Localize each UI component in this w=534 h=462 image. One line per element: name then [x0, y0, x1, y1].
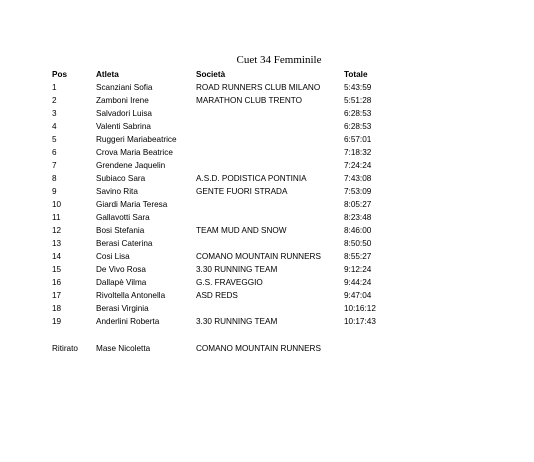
row-totale: 6:28:53 [344, 122, 372, 131]
row-totale: 10:17:43 [344, 317, 376, 326]
retired-row [52, 342, 492, 355]
row-pos: 3 [52, 109, 57, 118]
row-pos: 4 [52, 122, 57, 131]
row-totale: 7:53:09 [344, 187, 372, 196]
row-totale: 8:50:50 [344, 239, 372, 248]
header-atleta: Atleta [96, 70, 119, 79]
row-atleta: Gallavotti Sara [96, 213, 150, 222]
table-row [52, 172, 492, 185]
row-pos: 10 [52, 200, 62, 209]
row-societa: 3.30 RUNNING TEAM [196, 317, 278, 326]
row-pos: 19 [52, 317, 62, 326]
row-societa: ROAD RUNNERS CLUB MILANO [196, 83, 321, 92]
retired-atleta: Mase Nicoletta [96, 344, 151, 353]
row-totale: 8:05:27 [344, 200, 372, 209]
row-atleta: Subiaco Sara [96, 174, 146, 183]
row-societa: COMANO MOUNTAIN RUNNERS [196, 252, 321, 261]
row-pos: 12 [52, 226, 62, 235]
table-row [52, 224, 492, 237]
retired-pos: Ritirato [52, 344, 78, 353]
retired-societa: COMANO MOUNTAIN RUNNERS [196, 344, 321, 353]
row-societa: GENTE FUORI STRADA [196, 187, 288, 196]
row-societa: TEAM MUD AND SNOW [196, 226, 287, 235]
row-societa: MARATHON CLUB TRENTO [196, 96, 302, 105]
table-header [52, 68, 492, 81]
table-row [52, 159, 492, 172]
table-row [52, 146, 492, 159]
row-atleta: Savino Rita [96, 187, 138, 196]
row-pos: 8 [52, 174, 57, 183]
row-totale: 8:23:48 [344, 213, 372, 222]
table-row [52, 133, 492, 146]
row-totale: 5:43:59 [344, 83, 372, 92]
row-atleta: Salvadori Luisa [96, 109, 152, 118]
row-societa: G.S. FRAVEGGIO [196, 278, 263, 287]
row-atleta: Bosi Stefania [96, 226, 145, 235]
row-totale: 10:16:12 [344, 304, 376, 313]
row-totale: 7:18:32 [344, 148, 372, 157]
row-atleta: Anderlini Roberta [96, 317, 160, 326]
row-totale: 9:47:04 [344, 291, 372, 300]
row-atleta: Berasi Caterina [96, 239, 153, 248]
table-row [52, 315, 492, 328]
table-row [52, 94, 492, 107]
row-pos: 17 [52, 291, 62, 300]
row-pos: 15 [52, 265, 62, 274]
row-societa: A.S.D. PODISTICA PONTINIA [196, 174, 307, 183]
page-title: Cuet 34 Femminile [236, 54, 322, 66]
header-societa: Società [196, 70, 226, 79]
row-totale: 9:44:24 [344, 278, 372, 287]
table-row [52, 237, 492, 250]
table-row [52, 107, 492, 120]
row-pos: 5 [52, 135, 57, 144]
table-row [52, 276, 492, 289]
row-societa: 3.30 RUNNING TEAM [196, 265, 278, 274]
results-table [52, 68, 492, 355]
row-atleta: Dallapè Vilma [96, 278, 147, 287]
table-row [52, 263, 492, 276]
row-pos: 7 [52, 161, 57, 170]
row-totale: 9:12:24 [344, 265, 372, 274]
row-totale: 6:28:53 [344, 109, 372, 118]
header-pos: Pos [52, 70, 68, 79]
table-row [52, 302, 492, 315]
table-row [52, 289, 492, 302]
row-pos: 9 [52, 187, 57, 196]
row-pos: 18 [52, 304, 62, 313]
row-pos: 14 [52, 252, 62, 261]
row-totale: 8:46:00 [344, 226, 372, 235]
row-pos: 13 [52, 239, 62, 248]
table-row [52, 185, 492, 198]
row-atleta: Cosi Lisa [96, 252, 130, 261]
row-atleta: Rivoltella Antonella [96, 291, 166, 300]
row-atleta: Zamboni Irene [96, 96, 149, 105]
row-atleta: Grendene Jaquelin [96, 161, 166, 170]
row-totale: 7:24:24 [344, 161, 372, 170]
table-row [52, 250, 492, 263]
row-societa: ASD REDS [196, 291, 238, 300]
row-pos: 2 [52, 96, 57, 105]
row-atleta: Ruggeri Mariabeatrice [96, 135, 177, 144]
row-pos: 1 [52, 83, 57, 92]
row-totale: 7:43:08 [344, 174, 372, 183]
table-row [52, 120, 492, 133]
table-row [52, 211, 492, 224]
table-row [52, 81, 492, 94]
row-atleta: Berasi Virginia [96, 304, 149, 313]
row-totale: 5:51:28 [344, 96, 372, 105]
header-totale: Totale [344, 70, 368, 79]
table-row [52, 198, 492, 211]
row-pos: 16 [52, 278, 62, 287]
row-spacer [52, 328, 492, 342]
row-atleta: Giardi Maria Teresa [96, 200, 168, 209]
row-atleta: De Vivo Rosa [96, 265, 146, 274]
row-pos: 6 [52, 148, 57, 157]
row-totale: 6:57:01 [344, 135, 372, 144]
row-totale: 8:55:27 [344, 252, 372, 261]
row-atleta: Scanziani Sofia [96, 83, 153, 92]
row-atleta: Valenti Sabrina [96, 122, 151, 131]
row-pos: 11 [52, 213, 61, 222]
row-atleta: Crova Maria Beatrice [96, 148, 173, 157]
